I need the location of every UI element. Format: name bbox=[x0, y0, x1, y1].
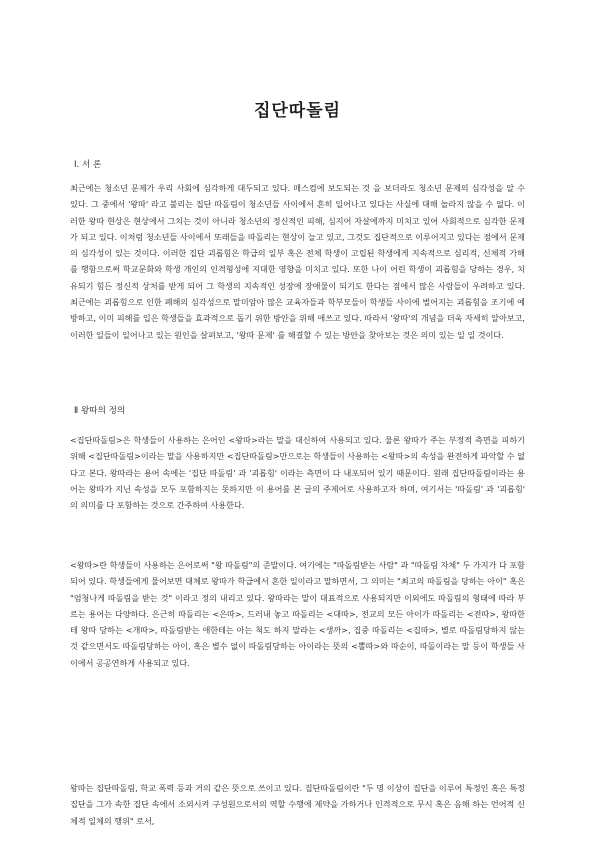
section-heading-introduction: Ⅰ. 서 론 bbox=[74, 160, 102, 170]
definition-paragraph-3: 왕따는 집단따돌림, 학교 폭력 등과 거의 같은 뜻으로 쓰이고 있다. 집단따돌림이란 "두 명 이상이 집단을 이루어 특정인 혹은 특정 집단을 그가 속한 집단 속에서 소외시켜 구성원으로서의 역할 수행에 제약을 가하거나 인격적으로 무시 혹은 음해 하는 언어적 신체적 일체의 행위" 로서, bbox=[70, 783, 525, 826]
section-heading-definition: Ⅱ 왕따의 정의 bbox=[74, 406, 126, 416]
introduction-paragraph: 최근에는 청소년 문제가 우리 사회에 심각하게 대두되고 있다. 매스컴에 보도되는 것 을 보더라도 청소년 문제의 심각성을 알 수 있다. 그 중에서 '왕따' 라고 불리는 집단 따돌림이 청소년들 사이에서 흔히 일어나고 있다는 사실에 대해 놀라지 않을 수 없다. 이러한 왕따 현상은 현상에서 그치는 것이 아니라 청소년의 정신적인 피해, 심지어 자살에까지 미치고 있어 사회적으로 심각한 문제가 되고 있다. 이처럼 청소년들 사이에서 또래들을 따돌리는 현상이 늘고 있고, 그것도 집단적으로 이루어지고 있다는 점에서 문제의 심각성이 있는 것이다. 이러한 집단 괴롭힘은 학급의 일부 혹은 전체 학생이 고립된 학생에게 지속적으로 심리적, 신체적 가해를 행함으로써 학교문화와 학생 개인의 인격형성에 지대한 영향을 미치고 있다. 또한 나이 어린 학생이 괴롭힘을 당하는 경우, 치유되기 힘든 정신적 상처를 받게 되어 그 학생의 지속적인 성장에 장애물이 되기도 한다는 점에서 많은 사람들이 우려하고 있다. 최근에는 괴롭힘으로 인한 폐해의 심각성으로 말미암아 많은 교육자들과 학부모들이 학생들 사이에 벌어지는 괴롭힘을 조기에 예방하고, 이미 피해를 입은 학생들을 효과적으로 돕기 위한 방안을 위해 애쓰고 있다. 따라서 '왕따'의 개념을 더욱 자세히 알아보고, 이러한 일들이 일어나고 있는 원인을 살펴보고, '왕따 문제' 를 해결할 수 있는 방안을 찾아보는 것은 의미 있는 일 일 것이다. bbox=[70, 183, 525, 340]
document-title: 집단따돌림 bbox=[253, 101, 342, 121]
definition-paragraph-1: <집단따돌림>은 학생들이 사용하는 은어인 <왕따>라는 말을 대신하여 사용되고 있다. 물론 왕따가 주는 부정적 측면을 피하기 위해 <집단따돌림>이라는 말을 사용하지만 <집단따돌림>만으로는 학생들이 사용하는 <왕따>의 속성을 완전하게 파악할 수 없다고 본다. 왕따라는 용어 속에는 '집단 따돌림' 과 '괴롭힘' 이라는 측면이 다 내포되어 있기 때문이다. 원래 집단따돌림이라는 용어는 왕따가 지닌 속성을 모두 포함하지는 못하지만 이 용어를 본 글의 주제어로 사용하고자 하며, 여기서는 '따돌림' 과 '괴롭힘' 의 의미를 다 포함하는 것으로 간주하여 사용한다. bbox=[70, 435, 525, 511]
definition-paragraph-2: <왕따>란 학생들이 사용하는 은어로써 "왕 따돌림"의 준말이다. 여기에는 "따돌림받는 사람" 과 "따돌림 자체" 두 가지가 다 포함되어 있다. 학생들에게 물어보면 대체로 왕따가 학급에서 흔한 일이라고 말하면서, 그 의미는 "최고의 따돌림을 당하는 아이" 혹은 "엄청나게 따돌림을 받는 것" 이라고 정의 내리고 있다. 왕따라는 말이 대표적으로 사용되지만 이외에도 따돌림의 형태에 따라 부르는 용어는 다양하다. 은근히 따돌리는 <은따>, 드러내 놓고 따돌리는 <대따>, 전교의 모든 아이가 따돌리는 <전따>, 왕따한테 왕따 당하는 <개따>, 따돌림받는 애한테는 아는 척도 하지 말라는 <생까>, 집중 따돌리는 <집따>, 별로 따돌림당하지 않는 것 같으면서도 따돌림당하는 아이, 혹은 별수 없이 따돌림당하는 아이라는 뜻의 <뽈따>와 따순이, 따돌이라는 말 등이 학생들 사이에서 공공연하게 사용되고 있다. bbox=[70, 560, 525, 668]
